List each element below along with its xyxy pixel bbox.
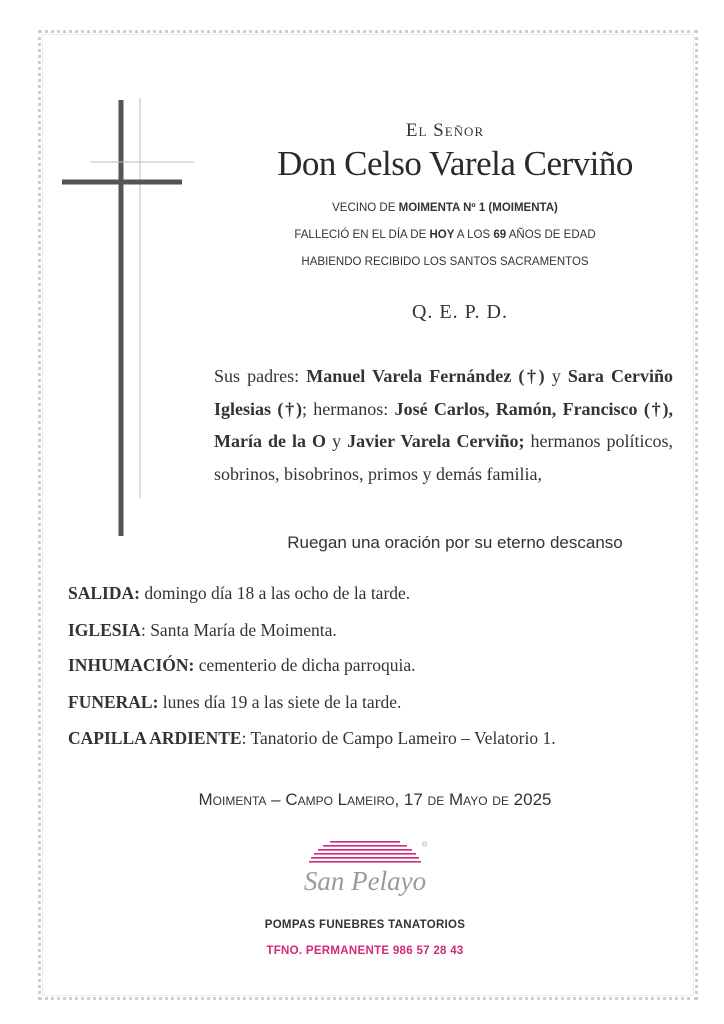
qepd: Q. E. P. D. (411, 301, 508, 323)
service-iglesia: IGLESIA: Santa María de Moimenta. (68, 620, 337, 640)
brand-tagline: POMPAS FUNEBRES TANATORIOS (264, 919, 466, 931)
prayer-line: Ruegan una oración por su eterno descanso (287, 533, 623, 552)
deceased-name: Don Celso Varela Cerviño (277, 144, 633, 183)
service-inhumacion: INHUMACIÓN: cementerio de dicha parroquia. (68, 655, 416, 675)
san-pelayo-logo (290, 835, 440, 905)
service-salida: SALIDA: domingo día 18 a las ocho de la tarde. (68, 583, 411, 603)
phone-number: TFNO. PERMANENTE 986 57 28 43 (266, 945, 464, 957)
registered-mark: ® (422, 842, 428, 849)
service-capilla: CAPILLA ARDIENTE: Tanatorio de Campo Lameiro – Velatorio 1. (68, 728, 556, 748)
info-line-1: VECINO DE MOIMENTA Nº 1 (MOIMENTA) (332, 202, 558, 214)
place-date: Moimenta – Campo Lameiro, 17 de Mayo de 2025 (198, 790, 552, 809)
family-paragraph: Sus padres: Manuel Varela Fernández (†) y Sara Cerviño Iglesias (†); hermanos: José Carlos, Ramón, Francisco (†), María de la O y Javier Varela Cerviño; hermanos políticos, sobrinos, bisobrinos, primos y demás familia, (214, 366, 674, 484)
service-funeral: FUNERAL: lunes día 19 a las siete de la tarde. (68, 692, 402, 712)
cross-icon (60, 98, 200, 538)
info-line-2: FALLECIÓ EN EL DÍA DE HOY A LOS 69 AÑOS DE EDAD (294, 229, 596, 241)
logo-text: San Pelayo (303, 866, 427, 896)
title-small: El Señor (405, 120, 485, 141)
info-line-3: HABIENDO RECIBIDO LOS SANTOS SACRAMENTOS (301, 256, 589, 268)
